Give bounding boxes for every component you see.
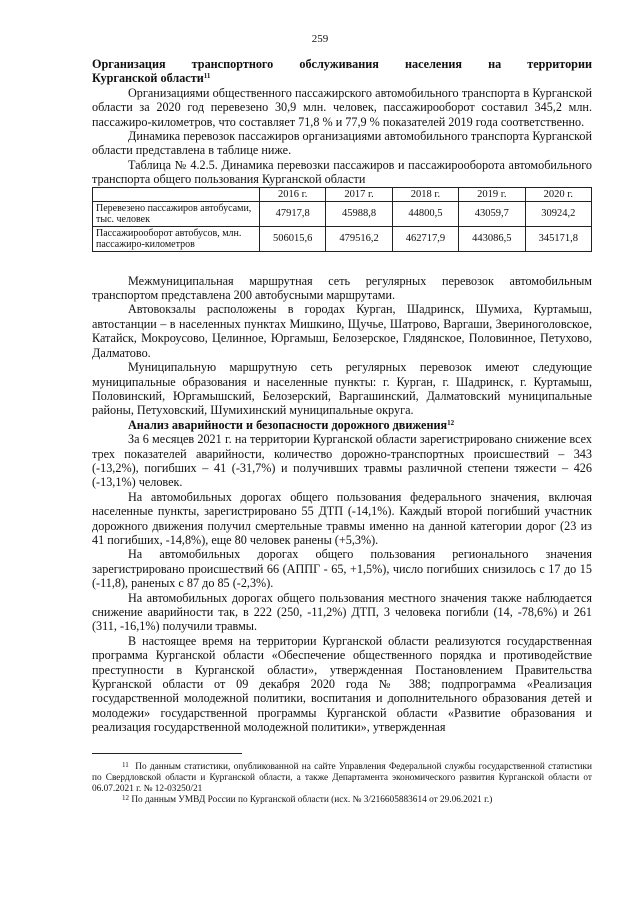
paragraph: Автовокзалы расположены в городах Курган, Шадринск, Шумиха, Куртамыш, автостанции – в населенных пунктах Мишкино, Щучье, Шатрово, Варгаши, Звериноголовское, Катайск, Мокроусово, Целинное, Юргамыш, Белозерское, Глядянское, Половинное, Петухово, Далматово. bbox=[92, 302, 592, 360]
paragraph: За 6 месяцев 2021 г. на территории Курганской области зарегистрировано снижение всех трех показателей аварийности, количество дорожно-транспортных происшествий – 343 (-13,2%), погибших – 41 (-31,7%) и получивших травмы различной степени тяжести – 426 (-13,1%) человек. bbox=[92, 432, 592, 490]
footnote bbox=[92, 762, 592, 795]
table-row-label: Пассажирооборот автобусов, млн. пассажиро-километров bbox=[93, 226, 260, 251]
table-cell: 47917,8 bbox=[260, 201, 326, 226]
paragraph: Муниципальную маршрутную сеть регулярных перевозок имеют следующие муниципальные образования и населенные пункты: г. Курган, г. Шадринск, г. Куртамыш, Половинский, Юргамышский, Белозерский, Варгашинский, Далматовский муниципальные районы, Петуховский, Шумихинский муниципальные округа. bbox=[92, 360, 592, 418]
table-cell: 506015,6 bbox=[260, 226, 326, 251]
table-cell: 479516,2 bbox=[326, 226, 392, 251]
table-cell: 345171,8 bbox=[525, 226, 591, 251]
section-heading-line1 bbox=[92, 57, 592, 71]
table-cell: 462717,9 bbox=[392, 226, 458, 251]
heading-word: транспортного bbox=[191, 57, 274, 71]
heading-text: Анализ аварийности и безопасности дорожного движения bbox=[128, 417, 448, 432]
paragraph: В настоящее время на территории Курганской области реализуются государственная программа Курганской области «Обеспечение общественного порядка и противодействие преступности в Курганской области», утвержденная Постановлением Правительства Курганской области от 09 декабря 2020 года № 388; подпрограмма «Реализация государственной молодежной политики, воспитания и дополнительного образования детей и молодежи» государственной программы Курганской области «Развитие образования и реализация государственной молодежной политики», утвержденная bbox=[92, 633, 592, 735]
paragraph: На автомобильных дорогах общего пользования регионального значения зарегистрировано происшествий 66 (АППГ - 65, +1,5%), число погибших снизилось с 17 до 15 (-11,8), раненых с 87 до 85 (-2,3%). bbox=[92, 547, 592, 591]
table-header-row bbox=[93, 187, 592, 201]
heading-word: населения bbox=[405, 57, 462, 71]
heading-word: на bbox=[488, 57, 502, 71]
heading-word: Организация bbox=[92, 57, 166, 71]
table-row bbox=[93, 226, 592, 251]
table-header-cell: 2017 г. bbox=[326, 187, 392, 201]
paragraph: На автомобильных дорогах общего пользования местного значения также наблюдается снижение аварийности так, в 222 (250, -11,2%) ДТП, 3 человека погибли (14, -78,6%) и 261 (311, -16,1%) получили травмы. bbox=[92, 590, 592, 634]
table-row-label: Перевезено пассажиров автобусами, тыс. человек bbox=[93, 201, 260, 226]
table-cell: 45988,8 bbox=[326, 201, 392, 226]
heading-word: обслуживания bbox=[299, 57, 379, 71]
section-heading-accidents bbox=[92, 418, 592, 432]
page-body bbox=[92, 0, 592, 806]
table-header-cell: 2019 г. bbox=[459, 187, 525, 201]
footnote-divider bbox=[92, 753, 242, 754]
table-cell: 44800,5 bbox=[392, 201, 458, 226]
footnote-text: По данным статистики, опубликованной на сайте Управления Федеральной службы государственной статистики по Свердловской области и Курганской области, а также Департамента экономического развития Курганской области от 06.07.2021 г. № 12-03250/21 bbox=[92, 761, 592, 794]
paragraph: Межмуниципальная маршрутная сеть регулярных перевозок автомобильным транспортом представлена 200 автобусными маршрутами. bbox=[92, 273, 592, 303]
paragraph: Организациями общественного пассажирского автомобильного транспорта в Курганской области за 2020 год перевезено 30,9 млн. человек, пассажирооборот составил 345,2 млн. пассажиро-километров, что составляет 71,8 % и 77,9 % показателей 2019 года соответственно. bbox=[92, 85, 592, 129]
table-header-cell: 2016 г. bbox=[260, 187, 326, 201]
heading-text: Курганской области bbox=[92, 71, 204, 86]
heading-word: территории bbox=[527, 57, 592, 71]
footnote-text: По данным УМВД России по Курганской области (исх. № 3/216605883614 от 29.06.2021 г.) bbox=[131, 794, 493, 805]
table-header-cell bbox=[93, 187, 260, 201]
section-heading-line2 bbox=[92, 71, 592, 85]
table-cell: 443086,5 bbox=[459, 226, 525, 251]
table-header-cell: 2020 г. bbox=[525, 187, 591, 201]
table-header-cell: 2018 г. bbox=[392, 187, 458, 201]
page-number: 259 bbox=[311, 33, 329, 45]
footnote-marker: 12 bbox=[122, 793, 129, 802]
footnote-marker: 11 bbox=[122, 760, 129, 769]
paragraph: Динамика перевозок пассажиров организациями автомобильного транспорта Курганской области представлена в таблице ниже. bbox=[92, 129, 592, 158]
table-row bbox=[93, 201, 592, 226]
footnote-ref: 11 bbox=[203, 72, 211, 81]
footnote bbox=[92, 795, 592, 806]
passenger-dynamics-table bbox=[92, 187, 592, 252]
paragraph: На автомобильных дорогах общего пользования федерального значения, включая населенные пункты, зарегистрировано 55 ДТП (-14,1%). Каждый второй погибший участник дорожного движения получил смертельные травмы именно на данной категории дорог (23 из 41 погибших, -14,8%), еще 80 человек ранены (+5,3%). bbox=[92, 489, 592, 547]
table-caption: Таблица № 4.2.5. Динамика перевозки пассажиров и пассажирооборота автомобильного транспорта общего пользования Курганской области bbox=[92, 157, 592, 187]
footnote-ref: 12 bbox=[447, 418, 455, 427]
table-cell: 43059,7 bbox=[459, 201, 525, 226]
table-cell: 30924,2 bbox=[525, 201, 591, 226]
